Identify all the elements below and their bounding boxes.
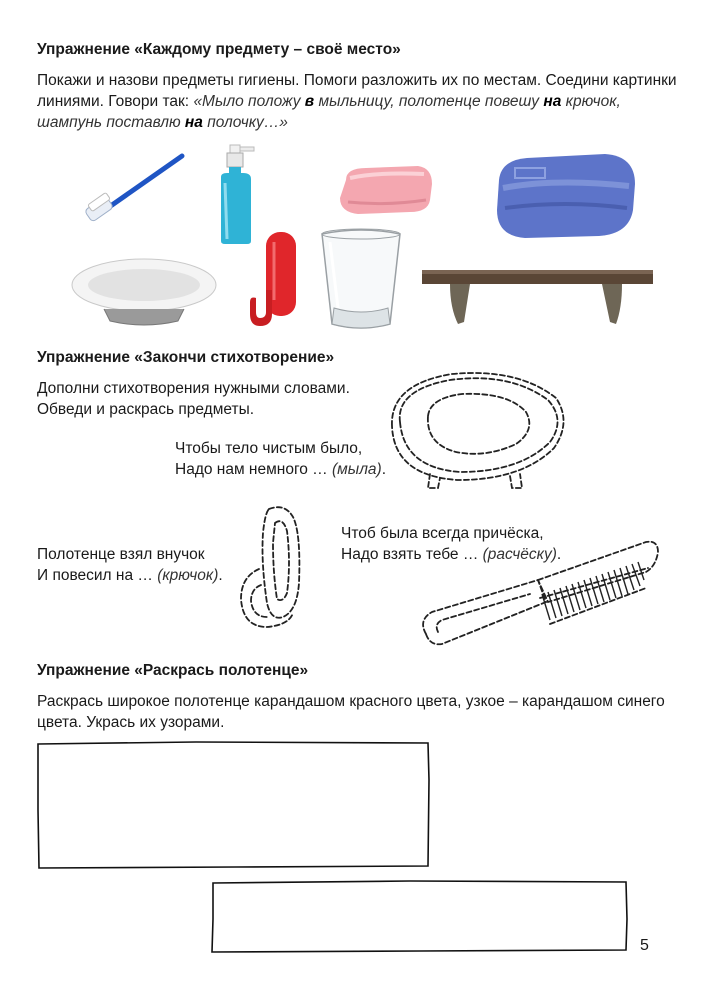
poem1-line1: Чтобы тело чистым было, [175, 440, 363, 457]
exercise1-title: Упражнение «Каждому предмету – своё место» [37, 41, 401, 58]
poem3-line1: Чтоб была всегда причёска, [341, 525, 544, 542]
toothbrush-image[interactable] [80, 150, 190, 230]
speech-bold-3: на [184, 114, 203, 131]
speech-part-1: «Мыло положу [193, 93, 305, 110]
poem2-line2: И повесил на … (крючок). [37, 567, 223, 584]
poem1-line2: Надо нам немного … (мыла). [175, 461, 387, 478]
dashed-comb-icon[interactable] [418, 538, 662, 650]
narrow-towel-outline[interactable] [210, 879, 630, 955]
exercise2-instruction-line1: Дополни стихотворения нужными словами. [37, 380, 350, 397]
exercise1-instruction-text: Покажи и назови предметы гигиены. Помоги разложить их по местам. Соедини картинки линиями. Говори так: [37, 72, 677, 110]
speech-part-2: мыльницу, полотенце повешу [314, 93, 544, 110]
speech-bold-2: на [543, 93, 562, 110]
poem2-answer: (крючок) [157, 567, 219, 584]
towel-image[interactable] [495, 148, 638, 240]
poem2-line1: Полотенце взял внучок [37, 546, 205, 563]
poem3-line2-text: Надо взять тебе … [341, 546, 483, 563]
poem1-line2-text: Надо нам немного … [175, 461, 332, 478]
page-number: 5 [640, 937, 649, 954]
soap-image[interactable] [336, 160, 436, 216]
poem3-answer: (расчёску) [482, 546, 557, 563]
soap-dish-image[interactable] [70, 255, 218, 329]
speech-part-3: крючок, шампунь поставлю [37, 93, 621, 131]
hook-image[interactable] [248, 230, 300, 330]
exercise3-instruction: Раскрась широкое полотенце карандашом красного цвета, узкое – карандашом синего цвета. Укрась их узорами. [37, 693, 665, 731]
glass-image[interactable] [320, 228, 402, 332]
dashed-hook-icon[interactable] [237, 503, 307, 631]
exercise1-instruction [37, 70, 677, 133]
poem2-line2-text: И повесил на … [37, 567, 158, 584]
speech-part-4: полочку…» [202, 114, 288, 131]
exercise3-title: Упражнение «Раскрась полотенце» [37, 662, 309, 679]
poem1-answer: (мыла) [332, 461, 382, 478]
exercise2-instruction-line2: Обведи и раскрась предметы. [37, 401, 255, 418]
shelf-image[interactable] [420, 268, 655, 328]
poem3-line2: Надо взять тебе … (расчёску). [341, 546, 562, 563]
speech-bold-1: в [304, 93, 315, 110]
exercise2-title: Упражнение «Закончи стихотворение» [37, 349, 335, 366]
wide-towel-outline[interactable] [36, 740, 432, 870]
dashed-soap-dish-icon[interactable] [390, 372, 566, 494]
